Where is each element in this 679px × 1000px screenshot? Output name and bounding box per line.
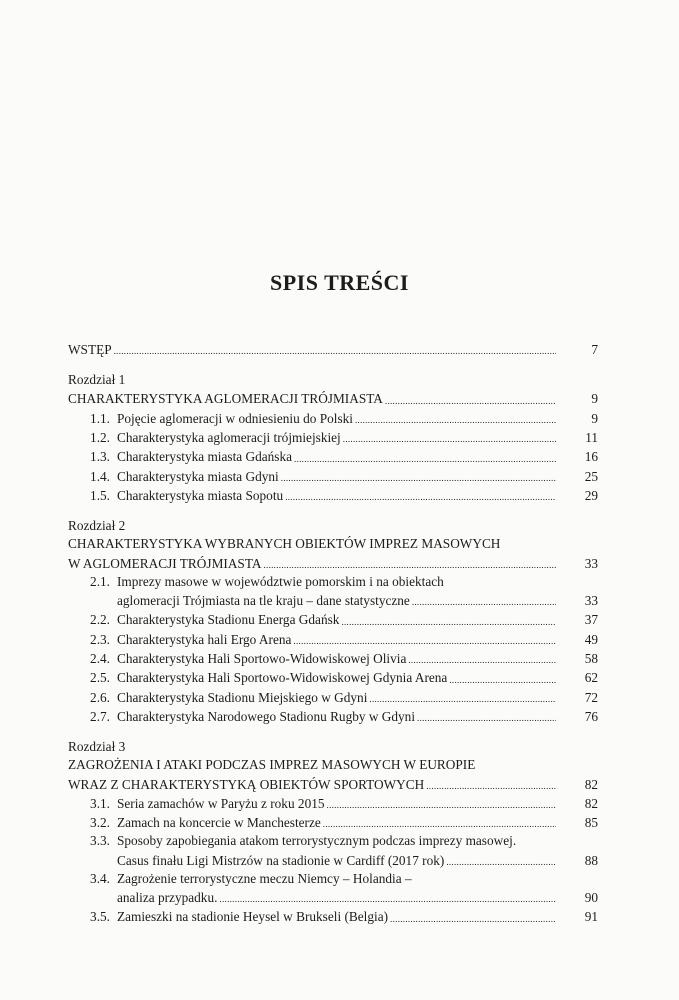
page-number: 49	[584, 631, 598, 647]
dot-leader	[449, 676, 556, 685]
entry-title: analiza przypadku.	[117, 890, 218, 906]
dot-leader	[327, 801, 556, 810]
page-number: 58	[584, 651, 598, 667]
page-number: 37	[584, 612, 598, 628]
page-number: 7	[591, 342, 598, 357]
section-entry	[68, 649, 598, 668]
section-number: 2.6.	[90, 689, 110, 705]
dot-leader	[412, 598, 556, 607]
entry-title-line: Imprezy masowe w województwie pomorskim i na obiektach	[117, 573, 444, 589]
section-entry	[68, 851, 598, 870]
section-title-line	[68, 573, 598, 591]
spacer	[68, 359, 598, 371]
entry-title: Charakterystyka aglomeracji trójmiejskiej	[117, 430, 341, 446]
section-entry	[68, 707, 598, 726]
section-title-line	[68, 870, 598, 888]
entry-title: Casus finału Ligi Mistrzów na stadionie w Cardiff (2017 rok)	[117, 852, 445, 868]
dot-leader	[385, 397, 556, 406]
dot-leader	[219, 895, 556, 904]
dot-leader	[369, 695, 556, 704]
section-title-line	[68, 832, 598, 850]
entry-title: Seria zamachów w Paryżu z roku 2015	[117, 795, 325, 811]
section-number: 3.3.	[90, 833, 110, 849]
section-entry	[68, 467, 598, 486]
section-entry	[68, 428, 598, 447]
spacer	[68, 726, 598, 738]
dot-leader	[263, 561, 556, 570]
page-number: 76	[584, 708, 598, 724]
section-number: 1.4.	[90, 468, 110, 484]
page-number: 25	[584, 468, 598, 484]
section-entry	[68, 688, 598, 707]
section-entry	[68, 447, 598, 466]
section-entry	[68, 794, 598, 813]
dot-leader	[114, 347, 556, 356]
section-entry	[68, 668, 598, 687]
section-number: 2.2.	[90, 612, 110, 628]
page-title: SPIS TREŚCI	[270, 270, 409, 295]
page-number: 82	[584, 795, 598, 811]
dot-leader	[293, 637, 556, 646]
dot-leader	[426, 782, 556, 791]
section-number: 3.4.	[90, 870, 110, 886]
section-number: 2.7.	[90, 708, 110, 724]
section-entry	[68, 813, 598, 832]
entry-title: Charakterystyka Stadionu Miejskiego w Gdyni	[117, 689, 368, 705]
section-number: 2.4.	[90, 651, 110, 667]
section-number: 1.5.	[90, 487, 110, 503]
page-number: 16	[584, 449, 598, 465]
page-number: 9	[591, 391, 598, 407]
dot-leader	[355, 416, 556, 425]
section-number: 2.3.	[90, 631, 110, 647]
section-number: 3.2.	[90, 815, 110, 831]
entry-title: Charakterystyka Hali Sportowo-Widowiskowej Olivia	[117, 651, 407, 667]
entry-title: Charakterystyka miasta Gdyni	[117, 468, 279, 484]
page-number: 62	[584, 670, 598, 686]
section-entry	[68, 610, 598, 629]
section-number: 1.3.	[90, 449, 110, 465]
dot-leader	[294, 455, 556, 464]
entry-title-line: CHARAKTERYSTYKA WYBRANYCH OBIEKTÓW IMPREZ MASOWYCH	[68, 536, 501, 552]
chapter-title	[68, 554, 598, 573]
entry-title-line: ZAGROŻENIA I ATAKI PODCZAS IMPREZ MASOWYCH W EUROPIE	[68, 757, 476, 773]
page-number: 29	[584, 487, 598, 503]
entry-title: Zamieszki na stadionie Heysel w Brukseli (Belgia)	[117, 909, 389, 925]
entry-title: Charakterystyka hali Ergo Arena	[117, 631, 292, 647]
entry-title: Charakterystyka miasta Sopotu	[117, 487, 284, 503]
entry-title: WSTĘP	[68, 342, 112, 357]
page-number: 91	[584, 909, 598, 925]
entry-title: aglomeracji Trójmiasta na tle kraju – dane statystyczne	[117, 593, 410, 609]
entry-title-line: Sposoby zapobiegania atakom terrorystycznym podczas imprezy masowej.	[117, 833, 517, 849]
entry-title: Zamach na koncercie w Manchesterze	[117, 815, 321, 831]
chapter-title	[68, 389, 598, 408]
entry-title: Charakterystyka Stadionu Energa Gdańsk	[117, 612, 340, 628]
entry-title-line: Zagrożenie terrorystyczne meczu Niemcy – Holandia –	[117, 870, 412, 886]
page-number: 33	[584, 555, 598, 571]
dot-leader	[323, 820, 556, 829]
page-number: 72	[584, 689, 598, 705]
page-number: 9	[591, 410, 598, 426]
dot-leader	[343, 435, 556, 444]
intro-entry	[68, 340, 598, 359]
section-entry	[68, 486, 598, 505]
section-number: 3.1.	[90, 795, 110, 811]
section-number: 1.2.	[90, 430, 110, 446]
entry-title: W AGLOMERACJI TRÓJMIASTA	[68, 555, 262, 571]
section-entry	[68, 591, 598, 610]
page-number: 88	[584, 852, 598, 868]
dot-leader	[390, 915, 556, 924]
chapter-label: Rozdział 2	[68, 518, 126, 534]
section-number: 1.1.	[90, 410, 110, 426]
dot-leader	[417, 714, 556, 723]
chapter-title-line	[68, 756, 598, 774]
entry-title: Charakterystyka miasta Gdańska	[117, 449, 293, 465]
entry-title: Charakterystyka Hali Sportowo-Widowiskowej Gdynia Arena	[117, 670, 448, 686]
entry-title: CHARAKTERYSTYKA AGLOMERACJI TRÓJMIASTA	[68, 391, 383, 407]
chapter-title-line	[68, 535, 598, 553]
section-number: 2.5.	[90, 670, 110, 686]
dot-leader	[285, 493, 556, 502]
entry-title: Pojęcie aglomeracji w odniesieniu do Polski	[117, 410, 353, 426]
page-number: 33	[584, 593, 598, 609]
section-entry	[68, 630, 598, 649]
dot-leader	[408, 656, 556, 665]
chapter-title	[68, 775, 598, 794]
page-number: 85	[584, 815, 598, 831]
dot-leader	[281, 474, 556, 483]
chapter-label: Rozdział 3	[68, 739, 126, 755]
page-number: 82	[584, 776, 598, 792]
section-entry	[68, 888, 598, 907]
spacer	[68, 505, 598, 517]
chapter-label: Rozdział 1	[68, 372, 126, 388]
section-entry	[68, 907, 598, 926]
section-entry	[68, 409, 598, 428]
table-of-contents	[68, 340, 598, 927]
dot-leader	[341, 618, 556, 627]
section-number: 3.5.	[90, 909, 110, 925]
dot-leader	[446, 858, 556, 867]
entry-title: Charakterystyka Narodowego Stadionu Rugby w Gdyni	[117, 708, 416, 724]
page-number: 90	[584, 890, 598, 906]
section-number: 2.1.	[90, 573, 110, 589]
entry-title: WRAZ Z CHARAKTERYSTYKĄ OBIEKTÓW SPORTOWYCH	[68, 776, 425, 792]
page-number: 11	[585, 430, 598, 446]
